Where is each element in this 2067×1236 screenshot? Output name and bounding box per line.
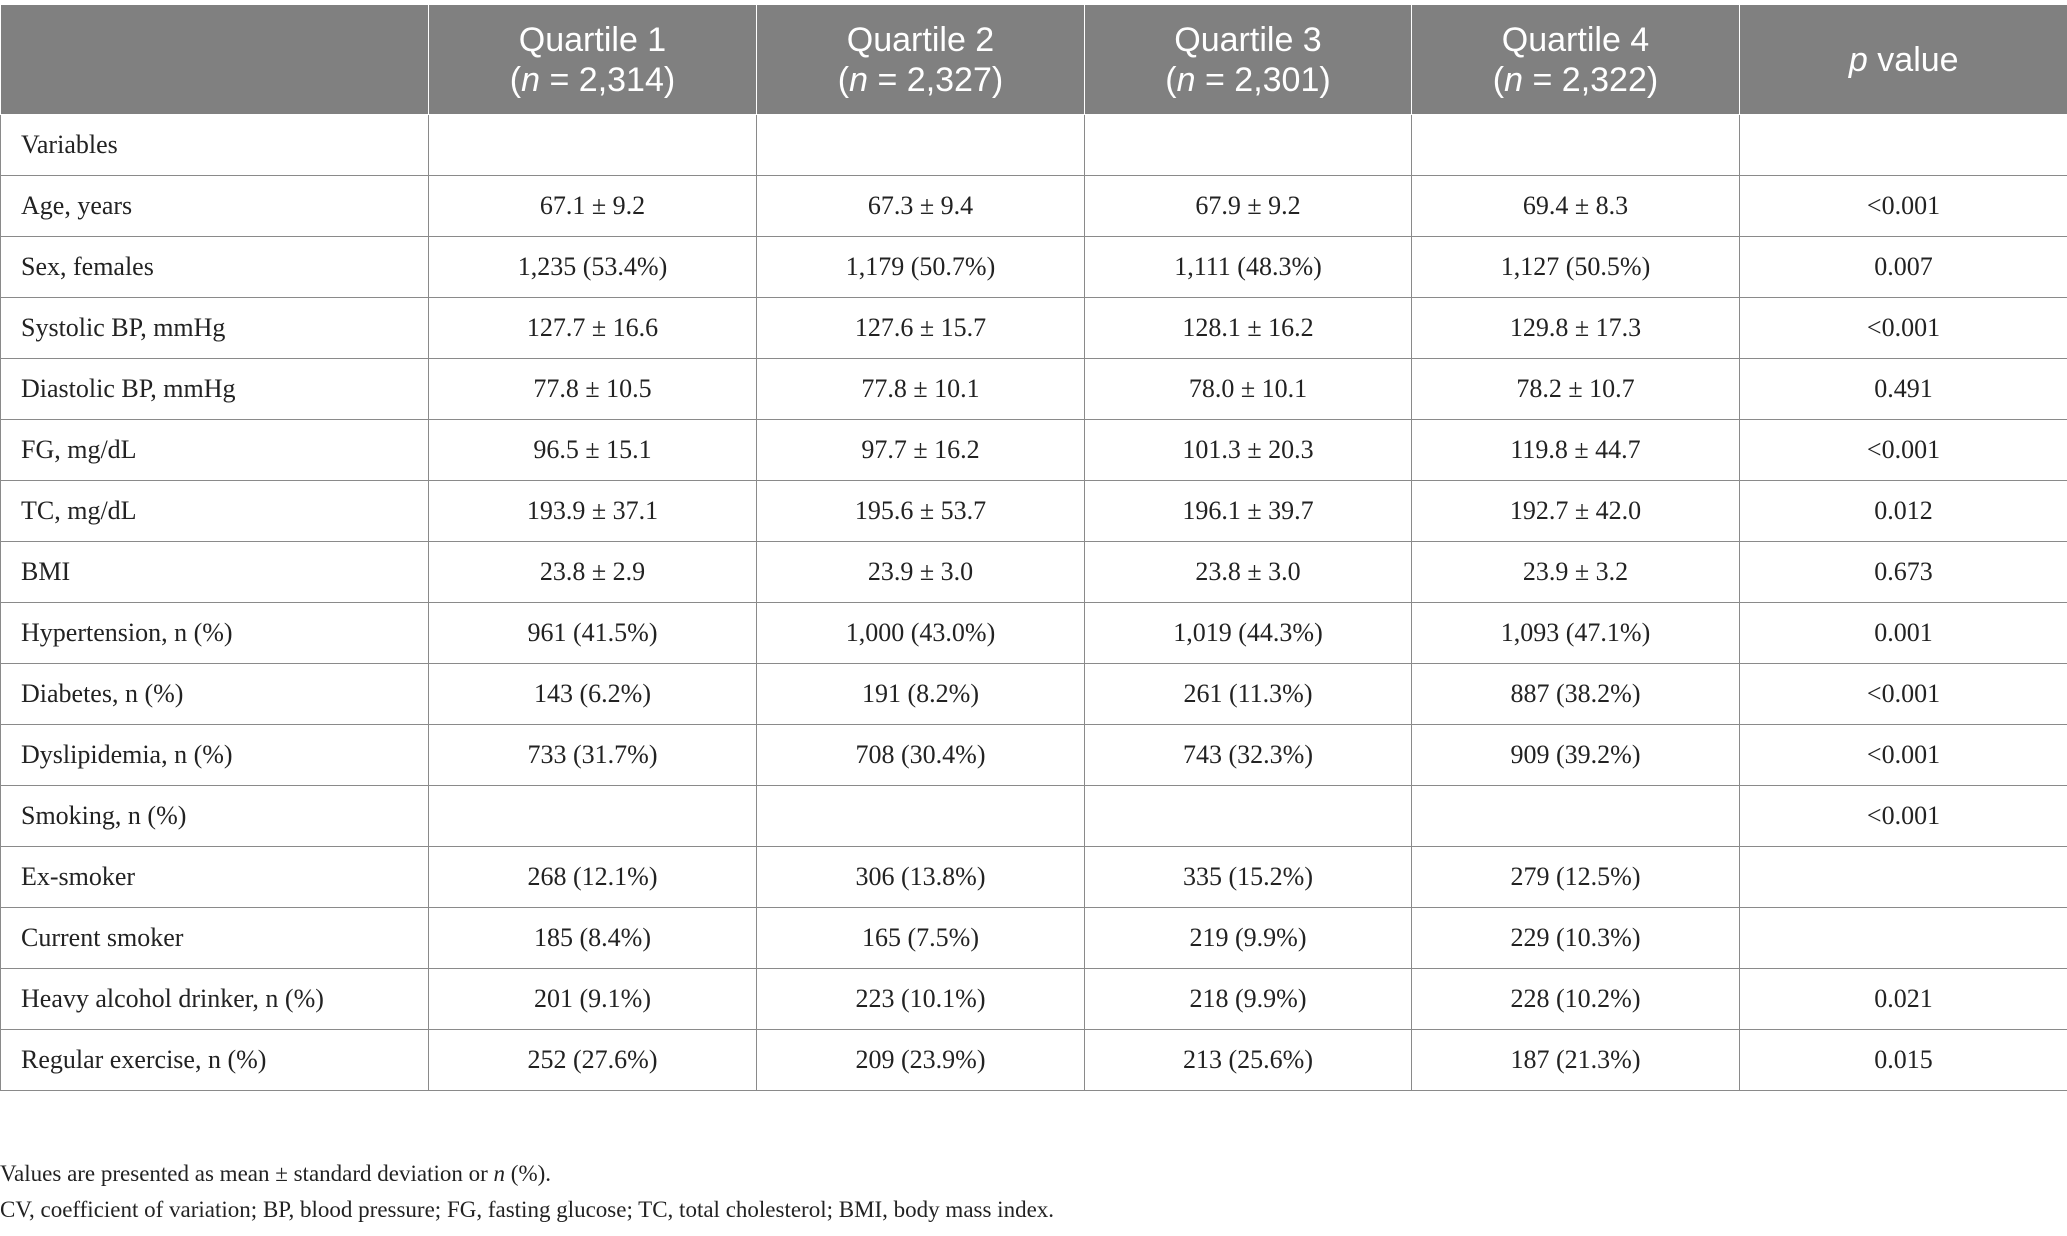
value-cell xyxy=(429,786,757,847)
header-sublabel: (n = 2,301) xyxy=(1165,60,1331,99)
row-label-cell: Systolic BP, mmHg xyxy=(1,298,429,359)
value-cell xyxy=(1740,908,2067,969)
value-cell: 195.6 ± 53.7 xyxy=(757,481,1085,542)
table-row xyxy=(1,725,2067,786)
header-sublabel: (n = 2,322) xyxy=(1492,60,1659,99)
table-row xyxy=(1,359,2067,420)
value-cell: <0.001 xyxy=(1740,725,2067,786)
header-sublabel: (n = 2,327) xyxy=(837,60,1004,99)
table-row xyxy=(1,542,2067,603)
table-row xyxy=(1,481,2067,542)
header-cell-quartile-2 xyxy=(757,5,1085,115)
value-cell: 165 (7.5%) xyxy=(757,908,1085,969)
row-label-cell: Sex, females xyxy=(1,237,429,298)
value-cell xyxy=(1740,847,2067,908)
value-cell: <0.001 xyxy=(1740,420,2067,481)
row-label-cell: Smoking, n (%) xyxy=(1,786,429,847)
value-cell: 228 (10.2%) xyxy=(1412,969,1740,1030)
footnote-abbreviations: CV, coefficient of variation; BP, blood pressure; FG, fasting glucose; TC, total cholesterol; BMI, body mass index. xyxy=(0,1197,1055,1222)
row-label-cell: BMI xyxy=(1,542,429,603)
value-cell: 209 (23.9%) xyxy=(757,1030,1085,1091)
value-cell: 187 (21.3%) xyxy=(1412,1030,1740,1091)
value-cell: 77.8 ± 10.1 xyxy=(757,359,1085,420)
value-cell: 335 (15.2%) xyxy=(1085,847,1412,908)
value-cell: 252 (27.6%) xyxy=(429,1030,757,1091)
table-header xyxy=(1,5,2067,115)
header-label: Quartile 1 xyxy=(518,20,667,59)
value-cell: 67.3 ± 9.4 xyxy=(757,176,1085,237)
value-cell: 143 (6.2%) xyxy=(429,664,757,725)
footnote-values: Values are presented as mean ± standard deviation or n (%). xyxy=(0,1161,552,1186)
value-cell: 229 (10.3%) xyxy=(1412,908,1740,969)
value-cell: 67.1 ± 9.2 xyxy=(429,176,757,237)
value-cell: 0.491 xyxy=(1740,359,2067,420)
table-row xyxy=(1,664,2067,725)
value-cell: <0.001 xyxy=(1740,298,2067,359)
value-cell: 127.6 ± 15.7 xyxy=(757,298,1085,359)
value-cell: 733 (31.7%) xyxy=(429,725,757,786)
value-cell: 78.2 ± 10.7 xyxy=(1412,359,1740,420)
value-cell: 0.021 xyxy=(1740,969,2067,1030)
table-row xyxy=(1,420,2067,481)
row-label-cell: Heavy alcohol drinker, n (%) xyxy=(1,969,429,1030)
table-row xyxy=(1,908,2067,969)
table-footnotes xyxy=(0,1156,1054,1228)
value-cell: 196.1 ± 39.7 xyxy=(1085,481,1412,542)
table-row xyxy=(1,115,2067,176)
row-label-cell: FG, mg/dL xyxy=(1,420,429,481)
table-body xyxy=(1,115,2067,1091)
table-row xyxy=(1,298,2067,359)
value-cell: 78.0 ± 10.1 xyxy=(1085,359,1412,420)
value-cell xyxy=(1412,115,1740,176)
value-cell: 67.9 ± 9.2 xyxy=(1085,176,1412,237)
value-cell: <0.001 xyxy=(1740,664,2067,725)
header-sublabel: (n = 2,314) xyxy=(509,60,676,99)
row-label-cell: Ex-smoker xyxy=(1,847,429,908)
value-cell: 268 (12.1%) xyxy=(429,847,757,908)
value-cell: 213 (25.6%) xyxy=(1085,1030,1412,1091)
value-cell: 23.9 ± 3.0 xyxy=(757,542,1085,603)
value-cell: 128.1 ± 16.2 xyxy=(1085,298,1412,359)
value-cell xyxy=(1085,786,1412,847)
row-label-cell: Current smoker xyxy=(1,908,429,969)
value-cell xyxy=(429,115,757,176)
header-label: Quartile 2 xyxy=(846,20,995,59)
row-label-cell: Diastolic BP, mmHg xyxy=(1,359,429,420)
value-cell: 708 (30.4%) xyxy=(757,725,1085,786)
value-cell: 193.9 ± 37.1 xyxy=(429,481,757,542)
data-table-container xyxy=(0,5,2067,1091)
value-cell: 1,019 (44.3%) xyxy=(1085,603,1412,664)
value-cell: 23.8 ± 2.9 xyxy=(429,542,757,603)
value-cell: 887 (38.2%) xyxy=(1412,664,1740,725)
value-cell: 191 (8.2%) xyxy=(757,664,1085,725)
value-cell: 192.7 ± 42.0 xyxy=(1412,481,1740,542)
value-cell: 0.012 xyxy=(1740,481,2067,542)
value-cell: 261 (11.3%) xyxy=(1085,664,1412,725)
value-cell: 185 (8.4%) xyxy=(429,908,757,969)
value-cell: 0.015 xyxy=(1740,1030,2067,1091)
table-row xyxy=(1,176,2067,237)
value-cell: 961 (41.5%) xyxy=(429,603,757,664)
value-cell: 23.9 ± 3.2 xyxy=(1412,542,1740,603)
value-cell: 306 (13.8%) xyxy=(757,847,1085,908)
header-cell-p-value: p value xyxy=(1740,5,2067,115)
value-cell: 0.001 xyxy=(1740,603,2067,664)
value-cell: 743 (32.3%) xyxy=(1085,725,1412,786)
header-cell-blank xyxy=(1,5,429,115)
value-cell: 129.8 ± 17.3 xyxy=(1412,298,1740,359)
value-cell: 1,000 (43.0%) xyxy=(757,603,1085,664)
value-cell: 69.4 ± 8.3 xyxy=(1412,176,1740,237)
value-cell: 223 (10.1%) xyxy=(757,969,1085,1030)
value-cell: 1,111 (48.3%) xyxy=(1085,237,1412,298)
table-row xyxy=(1,1030,2067,1091)
value-cell: 1,179 (50.7%) xyxy=(757,237,1085,298)
value-cell xyxy=(1085,115,1412,176)
value-cell: 127.7 ± 16.6 xyxy=(429,298,757,359)
value-cell xyxy=(757,786,1085,847)
value-cell: 201 (9.1%) xyxy=(429,969,757,1030)
value-cell: 101.3 ± 20.3 xyxy=(1085,420,1412,481)
row-label-cell: Age, years xyxy=(1,176,429,237)
value-cell xyxy=(757,115,1085,176)
value-cell: 218 (9.9%) xyxy=(1085,969,1412,1030)
header-label: Quartile 3 xyxy=(1174,20,1322,59)
value-cell: 279 (12.5%) xyxy=(1412,847,1740,908)
table-row xyxy=(1,603,2067,664)
value-cell: <0.001 xyxy=(1740,176,2067,237)
row-label-cell: Regular exercise, n (%) xyxy=(1,1030,429,1091)
header-cell-quartile-4 xyxy=(1412,5,1740,115)
value-cell: 0.007 xyxy=(1740,237,2067,298)
value-cell: 77.8 ± 10.5 xyxy=(429,359,757,420)
value-cell: 97.7 ± 16.2 xyxy=(757,420,1085,481)
header-label: Quartile 4 xyxy=(1501,20,1650,59)
table-row xyxy=(1,786,2067,847)
value-cell: 0.673 xyxy=(1740,542,2067,603)
baseline-characteristics-table xyxy=(0,5,2067,1091)
value-cell: 1,235 (53.4%) xyxy=(429,237,757,298)
value-cell xyxy=(1412,786,1740,847)
value-cell: 119.8 ± 44.7 xyxy=(1412,420,1740,481)
value-cell: 96.5 ± 15.1 xyxy=(429,420,757,481)
row-label-cell: TC, mg/dL xyxy=(1,481,429,542)
value-cell: 23.8 ± 3.0 xyxy=(1085,542,1412,603)
header-cell-quartile-1 xyxy=(429,5,757,115)
value-cell: 1,093 (47.1%) xyxy=(1412,603,1740,664)
table-row xyxy=(1,969,2067,1030)
value-cell: 219 (9.9%) xyxy=(1085,908,1412,969)
row-label-cell: Variables xyxy=(1,115,429,176)
value-cell xyxy=(1740,115,2067,176)
table-row xyxy=(1,237,2067,298)
header-cell-quartile-3 xyxy=(1085,5,1412,115)
value-cell: <0.001 xyxy=(1740,786,2067,847)
header-row xyxy=(1,5,2067,115)
value-cell: 909 (39.2%) xyxy=(1412,725,1740,786)
value-cell: 1,127 (50.5%) xyxy=(1412,237,1740,298)
row-label-cell: Dyslipidemia, n (%) xyxy=(1,725,429,786)
row-label-cell: Hypertension, n (%) xyxy=(1,603,429,664)
table-row xyxy=(1,847,2067,908)
row-label-cell: Diabetes, n (%) xyxy=(1,664,429,725)
